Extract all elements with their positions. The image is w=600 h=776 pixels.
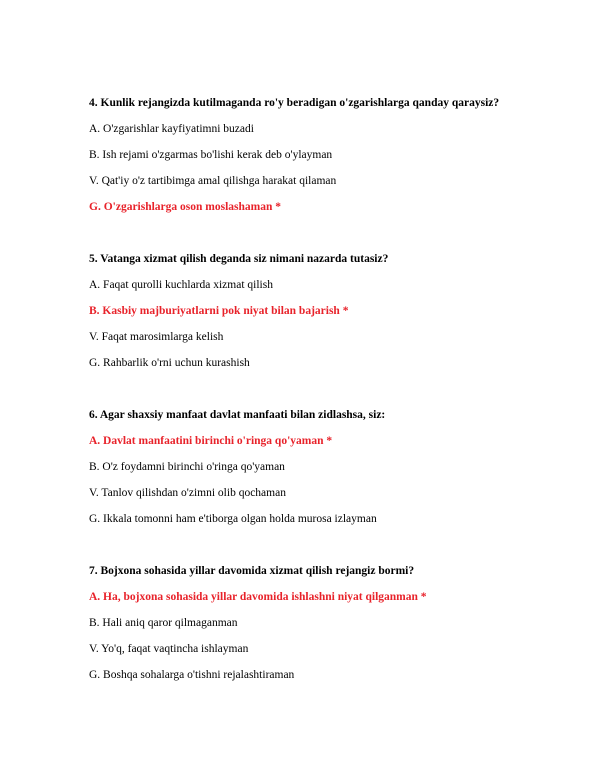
correct-answer-option: A. Ha, bojxona sohasida yillar davomida ishlashni niyat qilganman * — [89, 591, 427, 603]
correct-answer-option: B. Kasbiy majburiyatlarni pok niyat bilan bajarish * — [89, 305, 349, 317]
answer-option: G. Rahbarlik o'rni uchun kurashish — [89, 357, 250, 369]
answer-option: V. Qat'iy o'z tartibimga amal qilishga harakat qilaman — [89, 175, 337, 187]
answer-option: A. Faqat qurolli kuchlarda xizmat qilish — [89, 279, 273, 291]
correct-answer-option: A. Davlat manfaatini birinchi o'ringa qo'yaman * — [89, 435, 333, 447]
question-title: 5. Vatanga xizmat qilish deganda siz nimani nazarda tutasiz? — [89, 253, 389, 265]
answer-option: B. Ish rejami o'zgarmas bo'lishi kerak deb o'ylayman — [89, 149, 333, 161]
answer-option: G. Boshqa sohalarga o'tishni rejalashtiraman — [89, 669, 295, 681]
answer-option: B. Hali aniq qaror qilmaganman — [89, 617, 238, 629]
question-6 — [89, 408, 569, 526]
correct-answer-option: G. O'zgarishlarga oson moslashaman * — [89, 201, 282, 213]
answer-option: G. Ikkala tomonni ham e'tiborga olgan holda murosa izlayman — [89, 513, 377, 525]
answer-option: B. O'z foydamni birinchi o'ringa qo'yaman — [89, 461, 285, 473]
answer-option: V. Faqat marosimlarga kelish — [89, 331, 224, 343]
question-title: 4. Kunlik rejangizda kutilmaganda ro'y beradigan o'zgarishlarga qanday qaraysiz? — [89, 97, 500, 109]
question-5 — [89, 252, 569, 370]
answer-option: V. Tanlov qilishdan o'zimni olib qochaman — [89, 487, 286, 499]
question-7 — [89, 564, 569, 682]
question-title: 6. Agar shaxsiy manfaat davlat manfaati bilan zidlashsa, siz: — [89, 409, 386, 421]
answer-option: V. Yo'q, faqat vaqtincha ishlayman — [89, 643, 249, 655]
question-4 — [89, 96, 569, 214]
answer-option: A. O'zgarishlar kayfiyatimni buzadi — [89, 123, 254, 135]
question-title: 7. Bojxona sohasida yillar davomida xizmat qilish rejangiz bormi? — [89, 565, 415, 577]
